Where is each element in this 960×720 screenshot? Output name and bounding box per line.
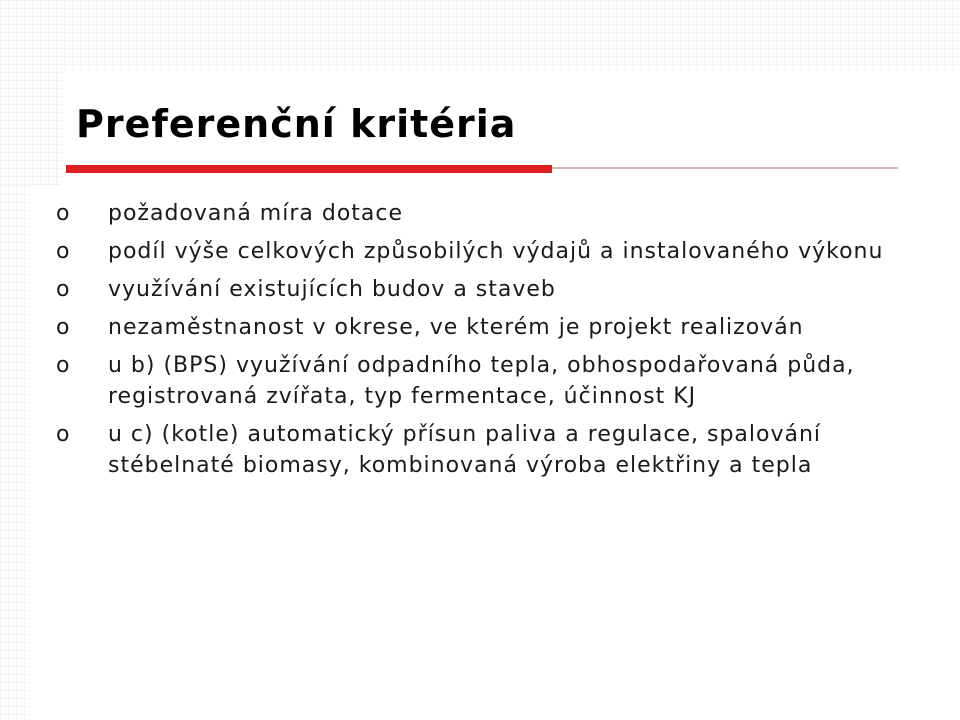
bullet-text: u b) (BPS) využívání odpadního tepla, obhospodařovaná půda, registrovaná zvířata, typ fermentace, účinnost KJ	[108, 353, 855, 409]
background-grid-corner	[0, 0, 62, 186]
bullet-marker-icon: o	[56, 201, 71, 226]
bullet-marker-icon: o	[56, 422, 71, 447]
bullet-text: nezaměstnanost v okrese, ve kterém je projekt realizován	[108, 315, 804, 340]
bullet-text: podíl výše celkových způsobilých výdajů a instalovaného výkonu	[108, 239, 884, 264]
title-underline-thin	[552, 167, 898, 169]
bullet-marker-icon: o	[56, 277, 71, 302]
bullet-marker-icon: o	[56, 353, 71, 378]
bullet-text: u c) (kotle) automatický přísun paliva a regulace, spalování stébelnaté biomasy, kombinovaná výroba elektřiny a tepla	[108, 422, 822, 478]
title-underline-thick	[66, 165, 552, 173]
bullet-text: požadovaná míra dotace	[108, 201, 404, 226]
bullet-item	[56, 350, 936, 412]
bullet-item	[56, 419, 936, 481]
background-grid-left	[0, 186, 30, 720]
bullet-item	[56, 274, 936, 305]
background-grid-top	[0, 0, 960, 70]
bullet-item	[56, 198, 936, 229]
slide-title: Preferenční kritéria	[76, 102, 517, 146]
bullet-text: využívání existujících budov a staveb	[108, 277, 556, 302]
bullet-item	[56, 236, 936, 267]
bullet-item	[56, 312, 936, 343]
bullet-marker-icon: o	[56, 239, 71, 264]
bullet-marker-icon: o	[56, 315, 71, 340]
bullet-list	[56, 198, 936, 488]
